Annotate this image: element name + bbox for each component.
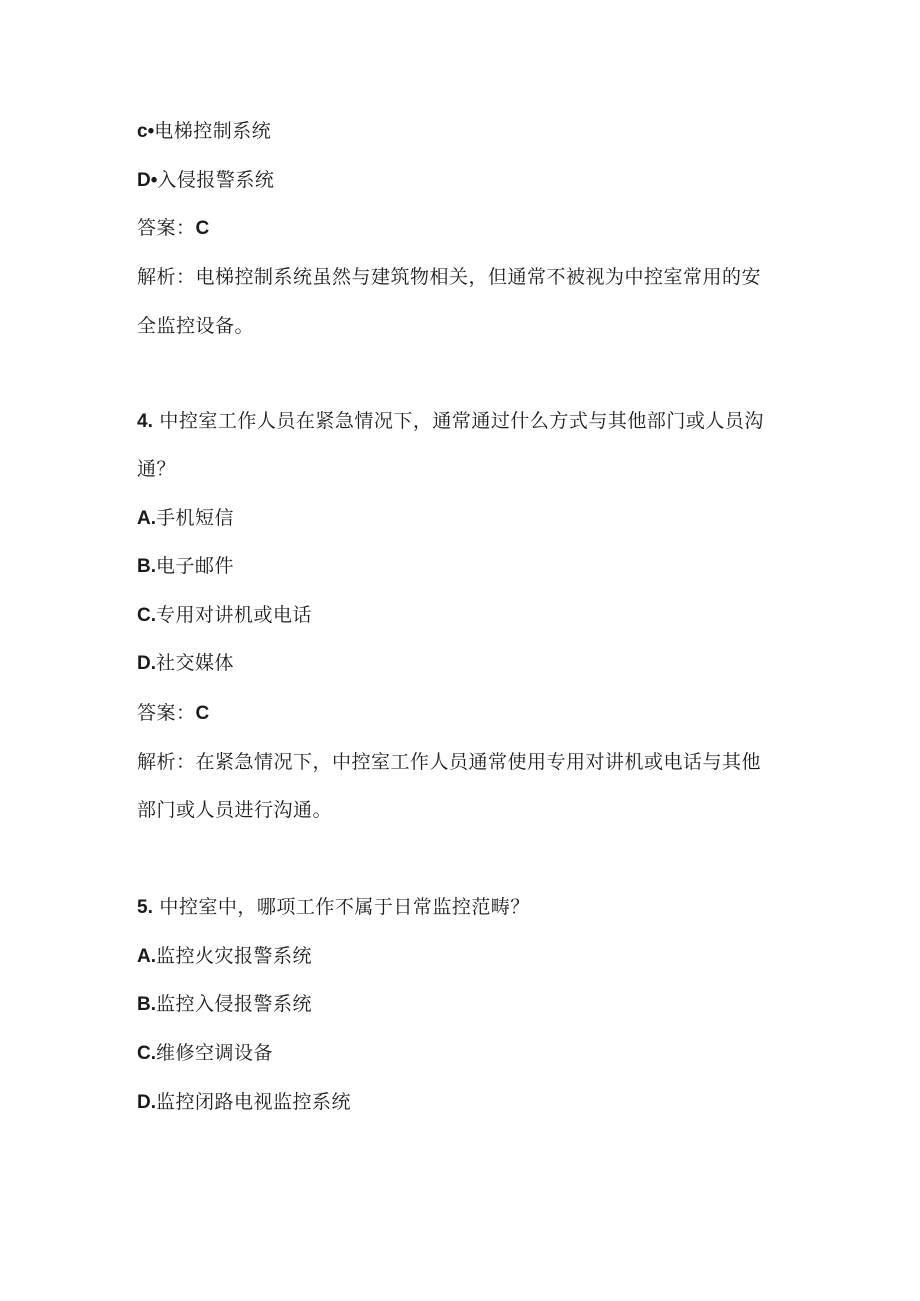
q5-option-b	[137, 991, 312, 1018]
q3-explanation-line-1: 解析：电梯控制系统虽然与建筑物相关，但通常不被视为中控室常用的安	[137, 266, 762, 288]
q4-option-a	[137, 505, 234, 532]
option-label: A.	[137, 508, 156, 529]
answer-value: C	[195, 703, 210, 724]
q5-option-d	[137, 1089, 351, 1116]
option-text: 手机短信	[156, 507, 235, 529]
q3-option-c	[137, 118, 271, 145]
option-label: B.	[137, 994, 156, 1015]
option-text: 专用对讲机或电话	[156, 604, 313, 626]
option-label: D.	[137, 653, 156, 674]
answer-prefix: 答案：	[137, 217, 196, 239]
option-text: 电梯控制系统	[154, 120, 272, 142]
option-text: 监控火灾报警系统	[156, 945, 313, 967]
q5-option-a	[137, 943, 312, 970]
option-label: c•	[137, 121, 155, 142]
q4-question-line-2: 通？	[137, 458, 177, 480]
question-text: 中控室工作人员在紧急情况下，通常通过什么方式与其他部门或人员沟	[159, 410, 764, 432]
option-label: C.	[137, 605, 156, 626]
option-label: D.	[137, 1092, 156, 1113]
question-number: 5.	[137, 897, 153, 918]
option-label: D•	[137, 170, 158, 191]
option-text: 社交媒体	[156, 652, 235, 674]
q4-explanation-line-1: 解析：在紧急情况下，中控室工作人员通常使用专用对讲机或电话与其他	[137, 751, 762, 773]
answer-value: C	[195, 218, 210, 239]
q4-explanation-line-2: 部门或人员进行沟通。	[137, 799, 333, 821]
q3-explanation-line-2: 全监控设备。	[137, 315, 255, 337]
option-text: 入侵报警系统	[157, 169, 275, 191]
option-text: 监控闭路电视监控系统	[156, 1091, 352, 1113]
q4-option-b	[137, 553, 234, 580]
q4-option-d	[137, 650, 234, 677]
question-text: 中控室中，哪项工作不属于日常监控范畴？	[159, 896, 530, 918]
q5-question-line-1	[137, 894, 530, 921]
option-text: 监控入侵报警系统	[156, 993, 313, 1015]
answer-prefix: 答案：	[137, 702, 196, 724]
q4-answer	[137, 700, 209, 727]
option-text: 电子邮件	[156, 555, 235, 577]
option-label: C.	[137, 1043, 156, 1064]
q3-option-d	[137, 167, 274, 194]
q5-option-c	[137, 1040, 273, 1067]
question-number: 4.	[137, 411, 153, 432]
option-label: B.	[137, 556, 156, 577]
option-text: 维修空调设备	[156, 1042, 274, 1064]
q4-question-line-1	[137, 408, 764, 435]
q3-answer	[137, 215, 209, 242]
option-label: A.	[137, 946, 156, 967]
q4-option-c	[137, 602, 312, 629]
